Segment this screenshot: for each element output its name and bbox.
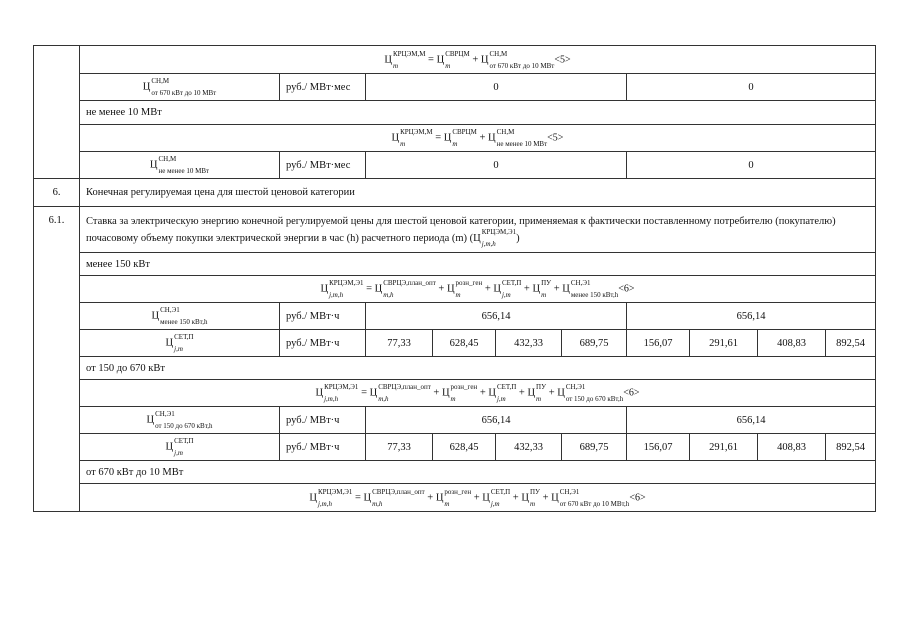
table-row (34, 125, 876, 152)
label-cell: Ц СН,Э1 менее 150 кВт,h (80, 303, 280, 330)
table-row (34, 330, 876, 357)
table-row (34, 253, 876, 276)
value-cell: 408,83 (758, 330, 826, 357)
value-cell: 656,14 (627, 303, 876, 330)
group-label: от 150 до 670 кВт (80, 357, 876, 380)
value-cell: 0 (627, 74, 876, 101)
value-cell: 156,07 (627, 330, 690, 357)
table-row (34, 380, 876, 407)
value-cell: 77,33 (366, 434, 433, 461)
tariff-table (33, 45, 876, 512)
section-description: Ставка за электрическую энергию конечной регулируемой цены для шестой ценовой категории, применяемая к фактически поставленному потребителю (покупателю) почасовому объему покупки электрической энергии в час (h) расчетного периода (m) (Ц КРЦЭМ,Э1 j,m,h ) (80, 207, 876, 253)
formula-krcem-e1-150-670: Ц КРЦЭМ,Э1 j,m,h = Ц СВРЦЭ,план_опт m,h + Ц розн_ген m + Ц СЕТ,П j,m + Ц ПУ m + Ц СН,Э1 от 150 до 670 кВт,h <6> (315, 383, 640, 403)
value-cell: 689,75 (562, 434, 627, 461)
value-cell: 628,45 (433, 330, 496, 357)
table-row (34, 179, 876, 207)
number-cell-empty (34, 46, 80, 179)
table-row (34, 101, 876, 125)
table-row (34, 461, 876, 484)
unit-cell: руб./ МВт·ч (280, 330, 366, 357)
table-row (34, 303, 876, 330)
table-row (34, 276, 876, 303)
table-row (34, 484, 876, 512)
table-row (34, 46, 876, 74)
table-row (34, 357, 876, 380)
section-number: 6.1. (34, 207, 80, 512)
unit-cell: руб./ МВт·мес (280, 152, 366, 179)
value-cell: 628,45 (433, 434, 496, 461)
label-cell: Ц СЕТ,П j,m (80, 330, 280, 357)
value-cell: 892,54 (826, 434, 876, 461)
formula-cell (80, 125, 876, 152)
formula-cell (80, 380, 876, 407)
label-cell: Ц СН,М не менее 10 МВт (80, 152, 280, 179)
table-row (34, 152, 876, 179)
value-cell: 432,33 (496, 330, 562, 357)
unit-cell: руб./ МВт·мес (280, 74, 366, 101)
unit-cell: руб./ МВт·ч (280, 434, 366, 461)
formula-cell (80, 46, 876, 74)
group-label: не менее 10 МВт (80, 101, 876, 125)
value-cell: 0 (366, 74, 627, 101)
label-cell: Ц СЕТ,П j,m (80, 434, 280, 461)
formula-cell (80, 484, 876, 512)
label-cell: Ц СН,М от 670 кВт до 10 МВт (80, 74, 280, 101)
value-cell: 291,61 (690, 434, 758, 461)
value-cell: 656,14 (366, 303, 627, 330)
label-cell: Ц СН,Э1 от 150 до 670 кВт,h (80, 407, 280, 434)
formula-krcem-e1-150: Ц КРЦЭМ,Э1 j,m,h = Ц СВРЦЭ,план_опт m,h + Ц розн_ген m + Ц СЕТ,П j,m + Ц ПУ m + Ц СН,Э1 менее 150 кВт,h <6> (320, 279, 635, 299)
formula-cell (80, 276, 876, 303)
formula-krcem-m-10mw: Ц КРЦЭМ,М m = Ц СВРЦМ m + Ц СН,М не менее 10 МВт <5> (391, 128, 564, 148)
unit-cell: руб./ МВт·ч (280, 407, 366, 434)
value-cell: 656,14 (366, 407, 627, 434)
formula-krcem-e1-670: Ц КРЦЭМ,Э1 j,m,h = Ц СВРЦЭ,план_опт m,h + Ц розн_ген m + Ц СЕТ,П j,m + Ц ПУ m + Ц СН,Э1 от 670 кВт до 10 МВт,h <6> (309, 487, 646, 508)
section-number: 6. (34, 179, 80, 207)
value-cell: 656,14 (627, 407, 876, 434)
table-row (34, 407, 876, 434)
value-cell: 156,07 (627, 434, 690, 461)
table-row (34, 74, 876, 101)
table-row (34, 207, 876, 253)
value-cell: 892,54 (826, 330, 876, 357)
group-label: менее 150 кВт (80, 253, 876, 276)
unit-cell: руб./ МВт·ч (280, 303, 366, 330)
formula-krcem-m-670: Ц КРЦЭМ,М m = Ц СВРЦМ m + Ц СН,М от 670 кВт до 10 МВт <5> (384, 49, 571, 70)
section-title: Конечная регулируемая цена для шестой ценовой категории (80, 179, 876, 207)
value-cell: 0 (627, 152, 876, 179)
value-cell: 432,33 (496, 434, 562, 461)
table-row (34, 434, 876, 461)
value-cell: 689,75 (562, 330, 627, 357)
value-cell: 408,83 (758, 434, 826, 461)
value-cell: 0 (366, 152, 627, 179)
value-cell: 291,61 (690, 330, 758, 357)
group-label: от 670 кВт до 10 МВт (80, 461, 876, 484)
value-cell: 77,33 (366, 330, 433, 357)
